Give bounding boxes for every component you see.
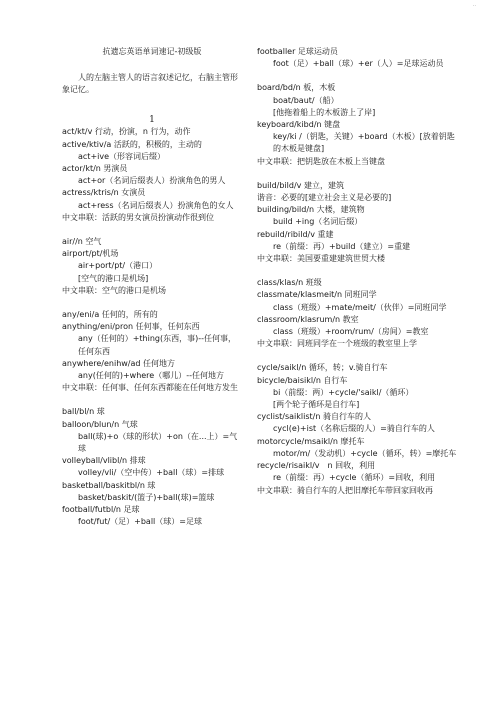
word-breakdown-line: air+port/pt/（港口）	[78, 261, 158, 271]
word-entry-line: any/eni/a 任何的，所有的	[62, 310, 158, 320]
word-entry-line: 谐音：必要的[建立社会主义是必要的]	[257, 193, 392, 203]
right-column	[257, 46, 457, 497]
word-entry-line: 中文串联：把钥匙放在木板上当键盘	[257, 156, 385, 166]
word-entry-line: recycle/risaikl/v n 回收，利用	[257, 461, 376, 471]
blank-line	[257, 265, 457, 277]
left-word-list	[62, 126, 242, 528]
section-number: 1	[149, 115, 155, 126]
word-entry-line: volleyball/vlibl/n 排球	[62, 456, 146, 466]
word-entry-line: 中文串联：美国要重建建筑世贸大楼	[257, 254, 385, 264]
word-entry-line: keyboard/kibd/n 键盘	[257, 120, 341, 130]
word-breakdown-line: key/ki /（钥匙，关键）+board（木板）[放着钥匙的木板是键盘]	[273, 132, 455, 154]
word-breakdown-line: basket/baskit/(篮子)+ball(球)=篮球	[78, 492, 215, 502]
left-column	[62, 46, 242, 529]
word-entry-line: act/kt/v 行动，扮演，n 行为，动作	[62, 127, 191, 137]
word-breakdown-line: act+ive（形容词后缀）	[78, 151, 166, 161]
word-entry-line: 中文串联：骑自行车的人把旧摩托车带回家回收再	[257, 485, 433, 495]
word-entry-line: basketball/baskitbl/n 球	[62, 480, 156, 490]
word-entry-line: airport/pt/机场	[62, 249, 119, 259]
word-entry-line: ball/bl/n 球	[62, 407, 105, 417]
word-entry-line: 中文串联：空气的港口是机场	[62, 285, 166, 295]
blank-line	[62, 297, 242, 309]
word-entry-line: air//n 空气	[62, 237, 102, 247]
word-entry-line: building/bild/n 大楼，建筑物	[257, 205, 365, 215]
word-entry-line: 中文串联：活跃的男女演员扮演动作很到位	[62, 212, 214, 222]
blank-line	[257, 70, 457, 82]
word-entry-line: classmate/klasmeit/n 同班同学	[257, 290, 377, 300]
word-entry-line: class/klas/n 班级	[257, 278, 322, 288]
word-breakdown-line: re（前缀：再）+build（建立）=重建	[273, 241, 411, 251]
word-breakdown-line: act+ress（名词后缀表人）扮演角色的女人	[78, 200, 234, 210]
word-breakdown-line: [他拖着船上的木板游上了岸]	[273, 107, 376, 117]
word-entry-line: balloon/blun/n 气球	[62, 419, 138, 429]
blank-line	[62, 394, 242, 406]
word-entry-line: bicycle/baisikl/n 自行车	[257, 375, 348, 385]
word-breakdown-line: class（班级）+room/rum/（房间）=教室	[273, 327, 429, 337]
word-entry-line: build/bild/v 建立，建筑	[257, 180, 344, 190]
word-breakdown-line: any(任何的)+where（哪儿）--任何地方	[78, 371, 224, 381]
word-breakdown-line: re（前缀：再）+cycle（循环）=回收，利用	[273, 473, 436, 483]
word-entry-line: cycle/saikl/n 循环，转；v.骑自行车	[257, 363, 388, 373]
word-breakdown-line: ball(球)+o（球的形状）+on（在...上）=气球	[78, 431, 238, 454]
word-breakdown-line: foot（足）+ball（球）+er（人）=足球运动员	[273, 59, 444, 69]
word-breakdown-line: [空气的港口是机场]	[78, 273, 149, 283]
word-breakdown-line: build +ing（名词后缀）	[273, 217, 363, 227]
word-breakdown-line: act+or（名词后缀表人）扮演角色的男人	[78, 176, 226, 186]
blank-line	[257, 168, 457, 180]
word-breakdown-line: volley/vli/（空中传）+ball（球）=排球	[78, 468, 225, 478]
word-entry-line: motorcycle/msaikl/n 摩托车	[257, 436, 365, 446]
blank-line	[62, 224, 242, 236]
word-entry-line: 中文串联：同班同学在一个班级的教室里上学	[257, 339, 417, 349]
word-entry-line: active/ktiv/a 活跃的，积极的，主动的	[62, 139, 202, 149]
word-entry-line: footballer 足球运动员	[257, 47, 338, 56]
word-entry-line: classroom/klasrum/n 教室	[257, 314, 359, 324]
blank-line	[257, 350, 457, 362]
right-word-list	[257, 46, 457, 497]
word-entry-line: board/bd/n 板，木板	[257, 83, 336, 93]
word-breakdown-line: cycl(e)+ist（名称后缀的人）=骑自行车的人	[273, 424, 435, 434]
word-entry-line: actress/ktris/n 女演员	[62, 188, 146, 198]
word-entry-line: cyclist/saiklist/n 骑自行车的人	[257, 412, 371, 422]
word-entry-line: actor/kt/n 男演员	[62, 164, 128, 174]
word-entry-line: 中文串联：任何事、任何东西都能在任何地方发生	[62, 383, 238, 393]
word-breakdown-line: [两个轮子循环是自行车]	[273, 400, 360, 410]
intro-paragraph: 人的左脑主管人的语言叙述记忆，右脑主管形象记忆。	[62, 73, 238, 95]
word-breakdown-line: foot/fut/（足）+ball（球）=足球	[78, 517, 202, 527]
word-entry-line: rebuild/ribild/v 重建	[257, 229, 334, 239]
word-breakdown-line: bi（前缀：两）+cycle/'saikl/（循环）	[273, 387, 414, 397]
word-breakdown-line: class（班级）+mate/meit/（伙伴）=同班同学	[273, 302, 447, 312]
word-entry-line: football/futbl/n 足球	[62, 505, 140, 515]
page-number: ··	[472, 3, 476, 9]
word-breakdown-line: any（任何的）+thing(东西，事)--任何事，任何东西	[78, 334, 237, 356]
word-breakdown-line: boat/baut/（船）	[273, 95, 339, 105]
word-breakdown-line: motor/m/（发动机）+cycle（循环，转）=摩托车	[273, 448, 457, 458]
word-entry-line: anything/eni/pron 任何事，任何东西	[62, 322, 200, 332]
document-title: 抗遗忘英语单词速记-初级版	[102, 47, 202, 56]
word-entry-line: anywhere/enihw/ad 任何地方	[62, 358, 176, 368]
